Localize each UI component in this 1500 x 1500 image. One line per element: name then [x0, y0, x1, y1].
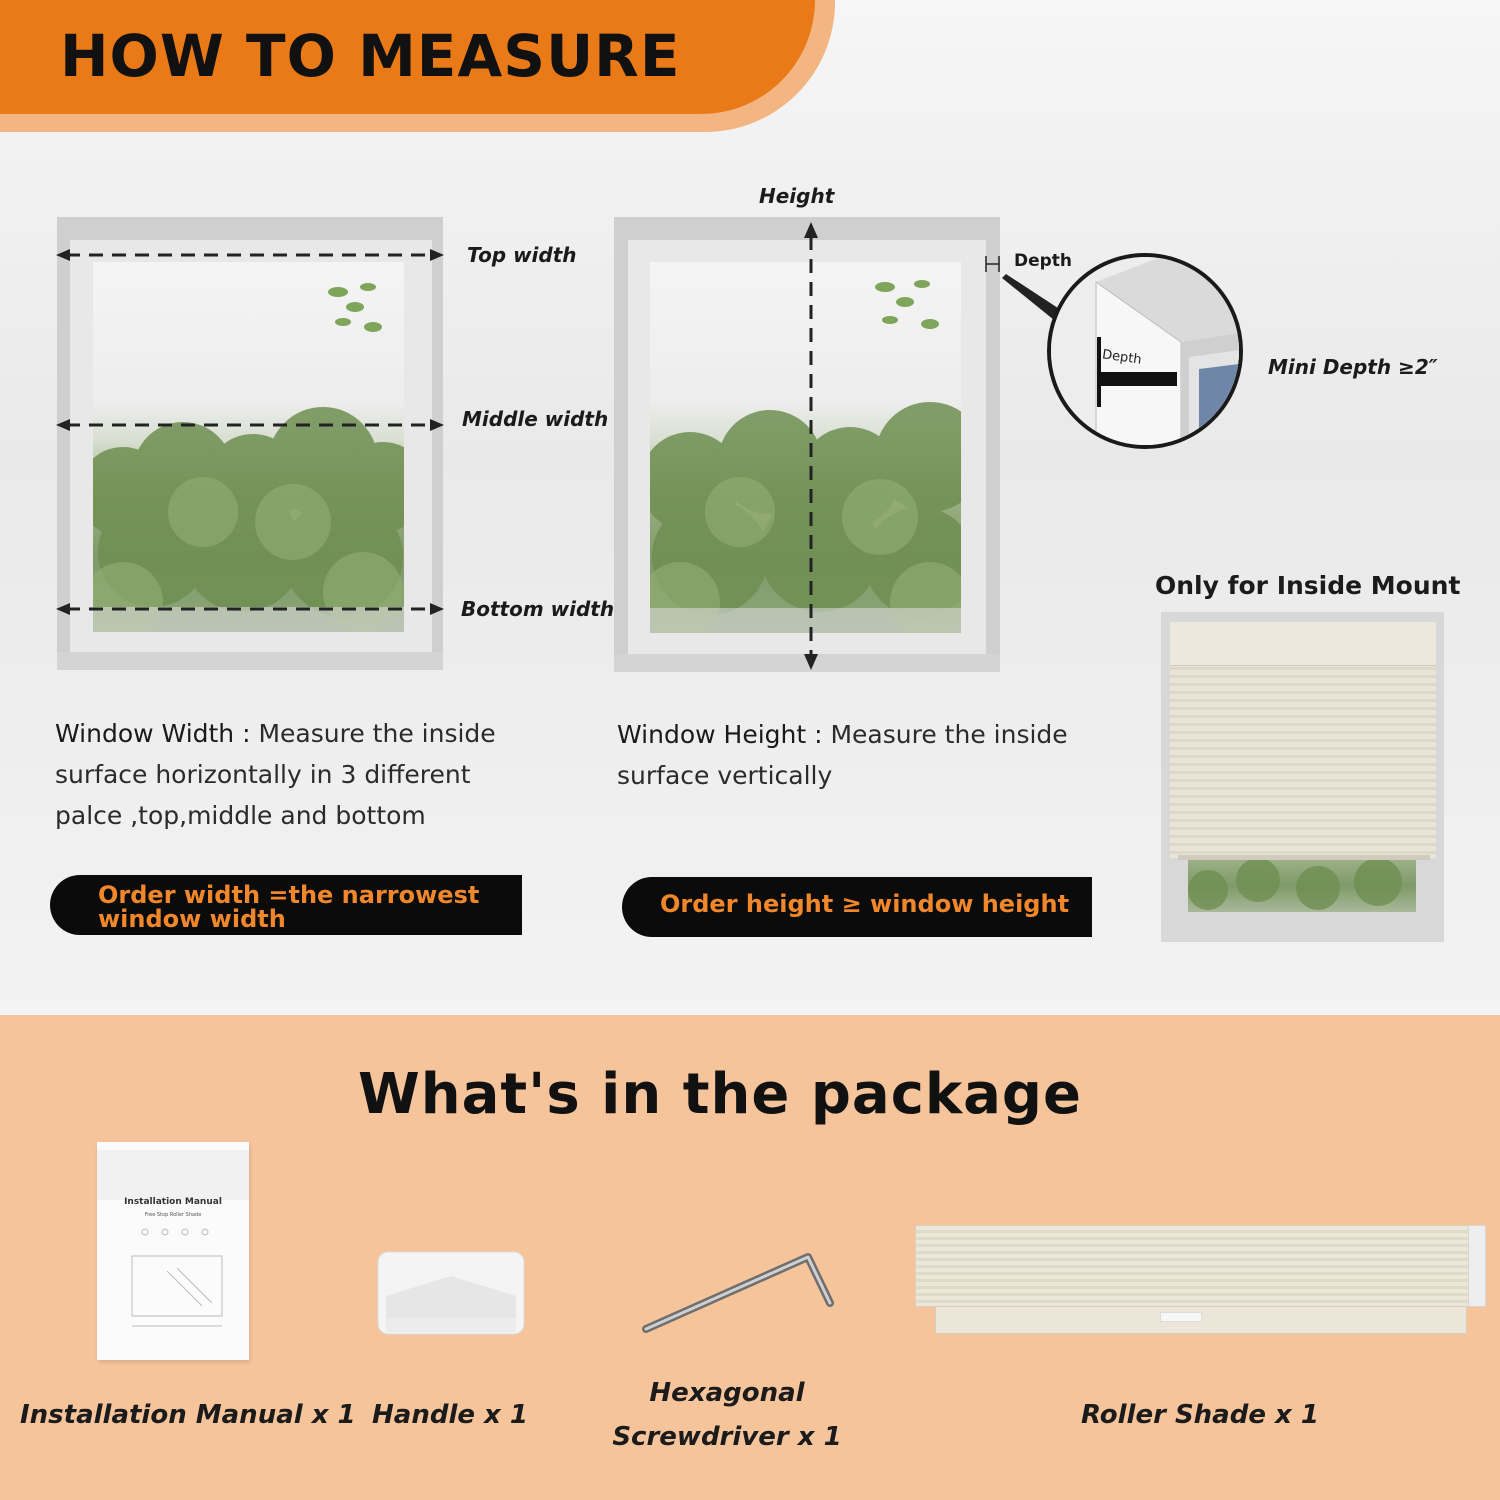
item-label-manual: Installation Manual x 1: [20, 1400, 356, 1430]
depth-inset-label: Depth: [1101, 347, 1143, 368]
depth-detail-illustration: [1051, 257, 1243, 449]
package-title: What's in the package: [357, 1062, 1082, 1127]
order-width-line-2: window width: [98, 905, 286, 933]
shade-end-cap: [1468, 1225, 1486, 1307]
manual-diagrams: [127, 1226, 227, 1336]
height-measure-line: [798, 218, 824, 674]
width-measure-lines: [50, 240, 450, 625]
height-label: Height: [759, 184, 835, 208]
inside-mount-glass: [1188, 860, 1416, 912]
bottom-width-label: Bottom width: [461, 597, 615, 621]
depth-detail-inset: [1047, 253, 1243, 449]
installation-manual-image: [97, 1142, 249, 1360]
roller-shade-image: [915, 1225, 1485, 1307]
height-desc-line-1: Measure the inside: [830, 720, 1068, 749]
top-width-label: Top width: [467, 243, 577, 267]
order-height-text: Order height ≥ window height: [660, 890, 1070, 918]
middle-width-label: Middle width: [462, 407, 609, 431]
height-desc-title: Window Height :: [617, 720, 823, 749]
manual-title: Installation Manual: [124, 1197, 222, 1207]
height-desc-line-2: surface vertically: [617, 761, 833, 790]
mini-depth-label: Mini Depth ≥2″: [1268, 355, 1438, 379]
height-description: [617, 714, 1117, 796]
item-label-screwdriver-line-1: Hexagonal: [649, 1378, 805, 1408]
width-desc-title: Window Width :: [55, 719, 251, 748]
manual-subtitle: Free Stop Roller Shade: [144, 1212, 202, 1218]
order-width-line-1: Order width =the narrowest: [98, 881, 480, 909]
trees-view: [1188, 860, 1416, 912]
hex-screwdriver-image: [640, 1245, 845, 1340]
width-desc-line-1: Measure the inside: [258, 719, 496, 748]
inside-mount-title: Only for Inside Mount: [1155, 571, 1461, 600]
shade-handle-clip: [1160, 1312, 1202, 1322]
width-desc-line-3: palce ,top,middle and bottom: [55, 801, 426, 830]
item-label-screwdriver-line-2: Screwdriver x 1: [612, 1422, 842, 1452]
depth-label: Depth: [1014, 251, 1073, 271]
item-label-handle: Handle x 1: [372, 1400, 528, 1430]
manual-cover-band: [97, 1150, 249, 1200]
width-description: [55, 713, 575, 836]
shade-headrail: [1170, 622, 1436, 666]
width-desc-line-2: surface horizontally in 3 different: [55, 760, 471, 789]
handle-image: [376, 1248, 526, 1338]
item-label-roller-shade: Roller Shade x 1: [1081, 1400, 1319, 1430]
page-title: HOW TO MEASURE: [60, 22, 681, 90]
window-sill: [57, 652, 443, 670]
